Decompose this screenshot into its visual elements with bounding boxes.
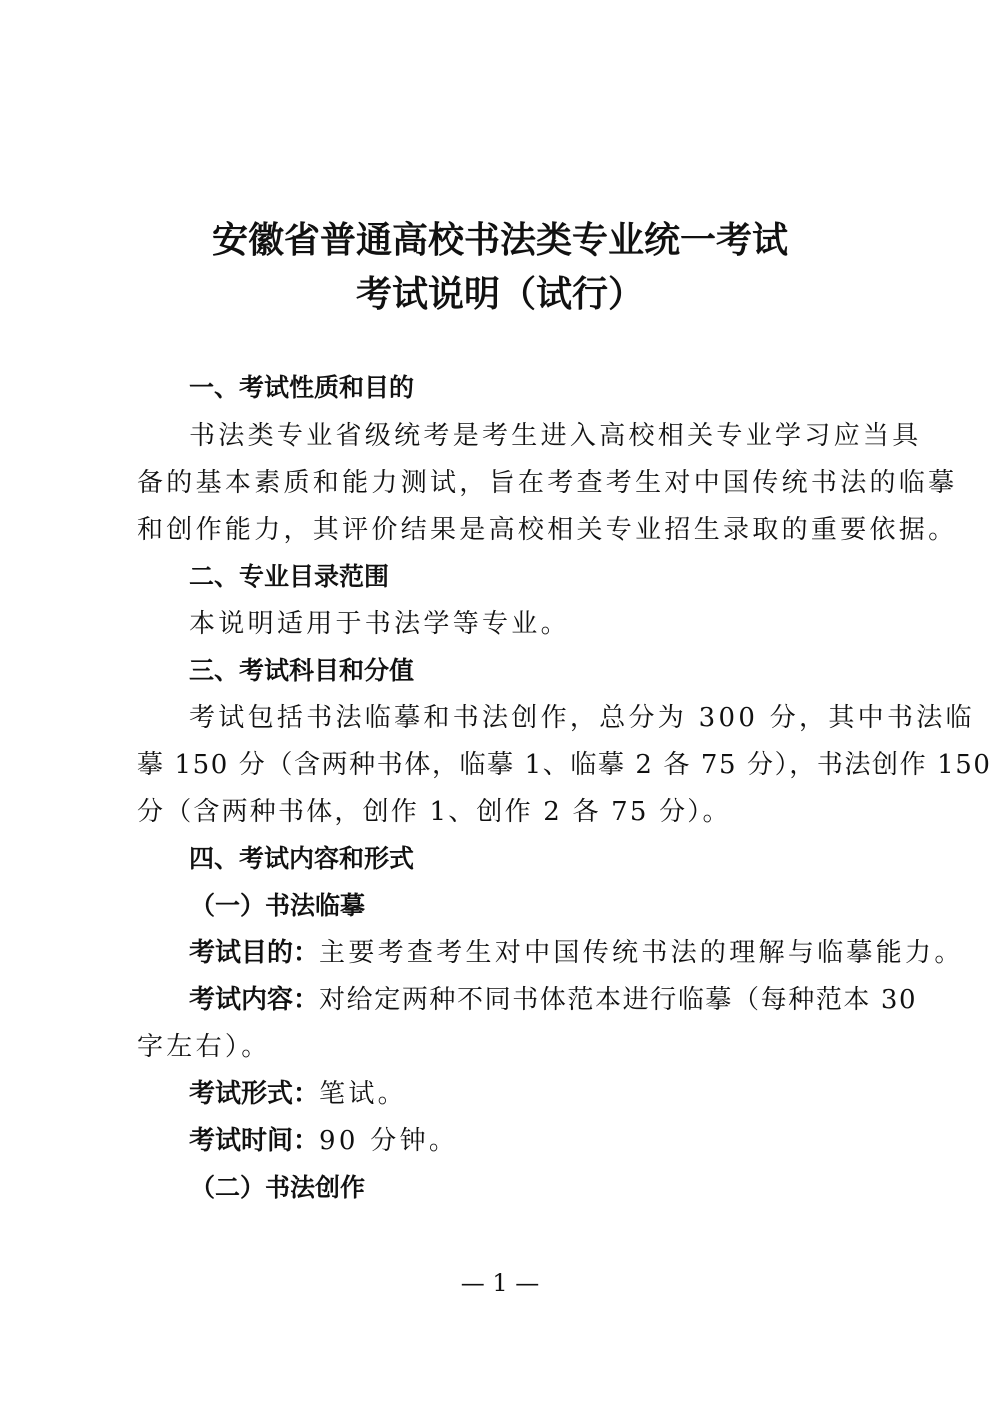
- document-title-line-1: 安徽省普通高校书法类专业统一考试: [211, 219, 788, 261]
- content-label: 考试内容：: [189, 985, 320, 1015]
- form-text: 笔试。: [319, 1079, 407, 1109]
- section-4-heading: 四、考试内容和形式: [189, 844, 415, 873]
- section-3-paragraph-line-3: 分（含两种书体，创作 1、创作 2 各 75 分）。: [137, 797, 731, 827]
- content-text: 对给定两种不同书体范本进行临摹（每种范本 30: [319, 985, 918, 1015]
- section-2-heading: 二、专业目录范围: [189, 562, 390, 591]
- document-title-line-2: 考试说明（试行）: [355, 273, 644, 315]
- subsection-2-heading: （二）书法创作: [190, 1173, 366, 1202]
- subsection-1-purpose: [189, 938, 964, 968]
- time-text: 90 分钟。: [319, 1126, 459, 1156]
- section-1-paragraph-line-2: 备的基本素质和能力测试，旨在考查考生对中国传统书法的临摹: [137, 468, 958, 498]
- section-2-paragraph: 本说明适用于书法学等专业。: [189, 609, 570, 639]
- subsection-1-time: [189, 1126, 458, 1156]
- form-label: 考试形式：: [189, 1079, 320, 1109]
- section-1-paragraph-line-1: 书法类专业省级统考是考生进入高校相关专业学习应当具: [189, 421, 922, 451]
- page-number: — 1 —: [460, 1269, 540, 1297]
- purpose-text: 主要考查考生对中国传统书法的理解与临摹能力。: [319, 938, 964, 968]
- section-1-heading: 一、考试性质和目的: [189, 373, 415, 402]
- subsection-1-form: [189, 1079, 407, 1109]
- section-3-heading: 三、考试科目和分值: [189, 656, 415, 685]
- subsection-1-content-line-2: 字左右）。: [137, 1032, 271, 1062]
- subsection-1-heading: （一）书法临摹: [190, 891, 366, 920]
- subsection-1-content: [189, 985, 917, 1015]
- section-1-paragraph-line-3: 和创作能力，其评价结果是高校相关专业招生录取的重要依据。: [137, 515, 958, 545]
- section-3-paragraph-line-2: 摹 150 分（含两种书体，临摹 1、临摹 2 各 75 分），书法创作 150: [137, 750, 992, 780]
- time-label: 考试时间：: [189, 1126, 320, 1156]
- section-3-paragraph-line-1: 考试包括书法临摹和书法创作，总分为 300 分，其中书法临: [189, 703, 975, 733]
- purpose-label: 考试目的：: [189, 938, 320, 968]
